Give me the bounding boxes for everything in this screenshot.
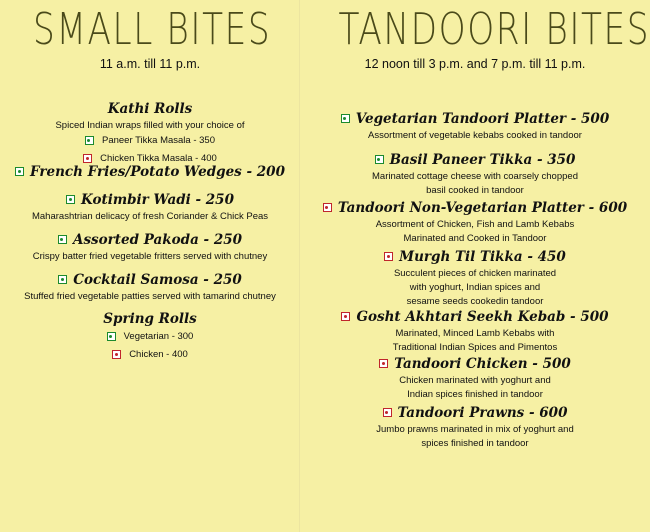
- small-bites-title: SMALL BITES: [33, 4, 272, 55]
- veg-icon: [85, 136, 94, 145]
- item-name: Tandoori Chicken - 500: [394, 355, 571, 372]
- non-veg-icon: [384, 252, 393, 261]
- tandoori-bites-title: TANDOORI BITES: [338, 4, 650, 55]
- item-name: Kathi Rolls: [107, 101, 193, 117]
- item-desc: Indian spices finished in tandoor: [407, 389, 543, 400]
- non-veg-icon: [341, 312, 350, 321]
- option-label: Paneer Tikka Masala - 350: [101, 135, 215, 146]
- item-name: Spring Rolls: [103, 311, 197, 327]
- item-desc: with yoghurt, Indian spices and: [409, 282, 541, 293]
- menu-item-tandoori-prawns: [300, 404, 650, 450]
- veg-icon: [58, 275, 67, 284]
- item-desc: Succulent pieces of chicken marinated: [393, 268, 557, 279]
- item-name: Tandoori Prawns - 600: [397, 404, 568, 421]
- item-desc: Crispy batter fried vegetable fritters served with chutney: [32, 251, 268, 262]
- non-veg-icon: [379, 359, 388, 368]
- item-name: Tandoori Non-Vegetarian Platter - 600: [337, 199, 628, 216]
- menu-item-murgh-til-tikka: [300, 248, 650, 308]
- menu-item-non-veg-platter: [300, 199, 650, 245]
- option-label: Chicken - 400: [129, 349, 188, 360]
- tandoori-bites-hours: 12 noon till 3 p.m. and 7 p.m. till 11 p.m.: [364, 57, 586, 71]
- veg-icon: [107, 332, 116, 341]
- veg-icon: [375, 155, 384, 164]
- item-name: Kotimbir Wadi - 250: [81, 191, 234, 208]
- item-name: Cocktail Samosa - 250: [73, 271, 242, 288]
- non-veg-icon: [112, 350, 121, 359]
- item-desc: Maharashtrian delicacy of fresh Coriander & Chick Peas: [31, 211, 269, 222]
- item-desc: Marinated cottage cheese with coarsely chopped: [372, 171, 578, 182]
- veg-icon: [66, 195, 75, 204]
- menu-item-cocktail-samosa: [0, 271, 300, 303]
- tandoori-bites-column: [300, 0, 650, 71]
- non-veg-icon: [383, 408, 392, 417]
- item-name: Basil Paneer Tikka - 350: [389, 151, 576, 168]
- non-veg-icon: [83, 154, 92, 163]
- menu-item-assorted-pakoda: [0, 231, 300, 263]
- item-desc: spices finished in tandoor: [421, 438, 529, 449]
- item-desc: Jumbo prawns marinated in mix of yoghurt and: [376, 424, 574, 435]
- veg-icon: [58, 235, 67, 244]
- veg-icon: [341, 114, 350, 123]
- item-name: Assorted Pakoda - 250: [72, 231, 243, 248]
- option-label: Vegetarian - 300: [123, 331, 194, 342]
- menu-item-tandoori-chicken: [300, 355, 650, 401]
- item-desc: Stuffed fried vegetable patties served with tamarind chutney: [24, 291, 276, 302]
- item-desc: basil cooked in tandoor: [426, 185, 524, 196]
- item-name: Gosht Akhtari Seekh Kebab - 500: [356, 308, 609, 325]
- non-veg-icon: [323, 203, 332, 212]
- item-desc: Chicken marinated with yoghurt and: [399, 375, 551, 386]
- menu-item-kathi-rolls: [0, 100, 300, 168]
- menu-item-french-fries: [0, 163, 300, 181]
- item-desc: sesame seeds cookedin tandoor: [406, 296, 544, 307]
- item-desc: Assortment of Chicken, Fish and Lamb Kebabs: [375, 219, 575, 230]
- item-desc: Marinated and Cooked in Tandoor: [403, 233, 547, 244]
- menu-item-spring-rolls: [0, 310, 300, 364]
- menu-item-gosht-akhtari-seekh-kebab: [300, 308, 650, 354]
- option-label: Chicken Tikka Masala - 400: [100, 153, 217, 164]
- veg-icon: [15, 167, 24, 176]
- menu-item-basil-paneer-tikka: [300, 151, 650, 197]
- item-desc: Spiced Indian wraps filled with your choice of: [55, 120, 245, 131]
- item-name: French Fries/Potato Wedges - 200: [30, 163, 285, 180]
- small-bites-hours: 11 a.m. till 11 p.m.: [99, 57, 201, 71]
- item-name: Murgh Til Tikka - 450: [399, 248, 566, 265]
- item-desc: Traditional Indian Spices and Pimentos: [392, 342, 558, 353]
- item-name: Vegetarian Tandoori Platter - 500: [355, 110, 610, 127]
- item-desc: Marinated, Minced Lamb Kebabs with: [395, 328, 555, 339]
- item-desc: Assortment of vegetable kebabs cooked in tandoor: [368, 130, 582, 141]
- menu-item-veg-tandoori-platter: [300, 110, 650, 142]
- menu-item-kotimbir-wadi: [0, 191, 300, 223]
- small-bites-column: [0, 0, 300, 71]
